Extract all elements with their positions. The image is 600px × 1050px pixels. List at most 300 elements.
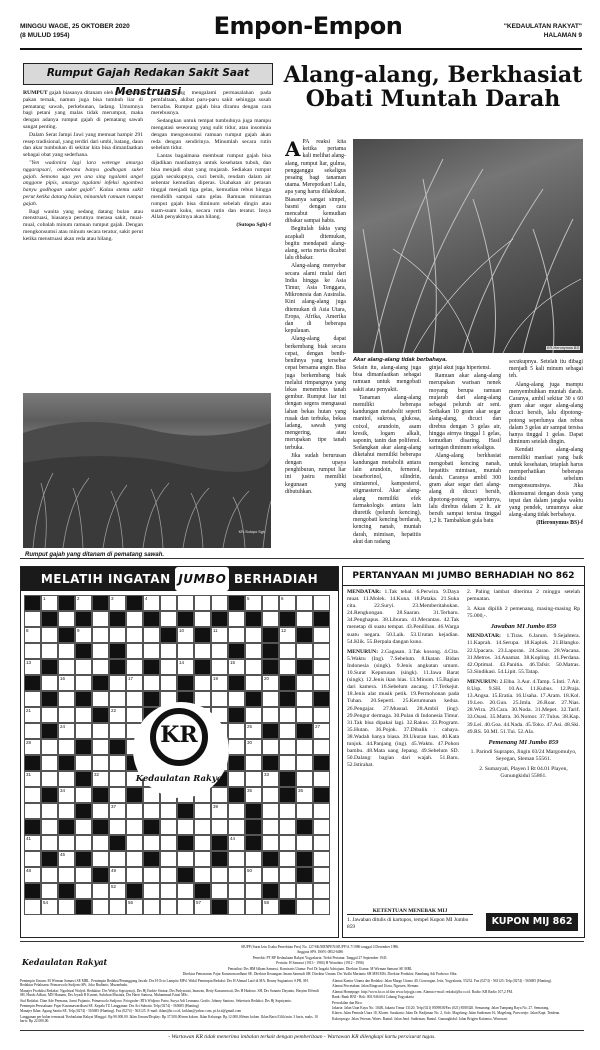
- crossword-cell[interactable]: [126, 867, 143, 883]
- crossword-block-cell: [194, 883, 211, 899]
- masthead-line: Manajer Produksi Redaksi: Ngadrizal Walyid. Redaktur: Drs Widyo Sopsiyatoji, Drs Hj Endrie Sinisar, Drs Pudyastuti, Imawan, Betty Kusumawati, Drs H Hudono. SH, Drs Sunarto Dayanto, Hasyim Effendi SH, Hardo Adhari, MN Hamam, Drs Jeyadi R Kusnet, Subchan Mustafa, Drs Harie Santosa, Muhammad Fauzi MSc.: [20, 988, 319, 998]
- crossword-cell[interactable]: [92, 771, 109, 787]
- crossword-cell[interactable]: [58, 643, 75, 659]
- crossword-cell[interactable]: [160, 899, 177, 915]
- article-paragraph: Alang-alang dapat berkembang biak secara cepat, dengan benih-benihnya yang tersebar cepat bersama angin. Bisa juga berkembang biak melalui rimpangnya yang lekas menembus tanah gembur. Rumput liar ini dengan segera menguasai lahan bekas hutan yang rusak dan terbuka, bekas ladang, sawah yang mengering, atau merupakan tipe tanah terbuka.: [285, 336, 346, 451]
- clue-number: 58: [264, 900, 270, 905]
- crossword-cell[interactable]: [313, 851, 330, 867]
- crossword-cell[interactable]: [41, 771, 58, 787]
- crossword-cell[interactable]: [92, 755, 109, 771]
- crossword-cell[interactable]: [262, 803, 279, 819]
- crossword-cell[interactable]: [262, 867, 279, 883]
- jawaban-text: 2.Elba. 3.Aur. 4.Tamp. 5.Inti. 7.Air. 8.Usp. 9.SH. 10.As. 11.Kubus. 12.Praja. 13.Angsa. 15.Eratia. 16.Usaha. 17.Aram. 18.Kol. 19.Leo. 20.Gun. 25.Imla. 26.Roar. 27.Nias. 28.Wira. 29.Cara. 30.Noda. 31.Mepet. 32.Tarif. 33.Osasi. 35.Matra. 36.Nomor. 37.Tulus. 38.Kap. 39.Lei. 40.Goa. 44.Nada. 45.Toko. 47.Asi. 48.Ski. 49.RS. 50.MI. 51.Tui. 52.Ala.: [467, 678, 580, 735]
- crossword-cell[interactable]: [58, 739, 75, 755]
- crossword-block-cell: [228, 675, 245, 691]
- crossword-cell[interactable]: [160, 835, 177, 851]
- header-paper-name: "KEDAULATAN RAKYAT": [503, 23, 582, 30]
- crossword-cell[interactable]: [279, 595, 296, 611]
- crossword-cell[interactable]: [211, 867, 228, 883]
- crossword-cell[interactable]: [58, 675, 75, 691]
- crossword-cell[interactable]: [24, 803, 41, 819]
- crossword-cell[interactable]: [313, 819, 330, 835]
- crossword-cell[interactable]: [279, 867, 296, 883]
- crossword-cell[interactable]: [41, 819, 58, 835]
- crossword-cell[interactable]: [109, 707, 126, 723]
- crossword-cell[interactable]: [160, 643, 177, 659]
- winner-1: 1. Parindi Suprapto, Jingin 03/24 Margomulyo, Seyegan, Sleman 55561.: [470, 748, 577, 762]
- crossword-cell[interactable]: [262, 691, 279, 707]
- crossword-cell[interactable]: [92, 739, 109, 755]
- crossword-cell[interactable]: [194, 867, 211, 883]
- crossword-cell[interactable]: [24, 707, 41, 723]
- crossword-cell[interactable]: [24, 691, 41, 707]
- crossword-cell[interactable]: [245, 659, 262, 675]
- crossword-cell[interactable]: [92, 851, 109, 867]
- clue-number: 34: [60, 788, 66, 793]
- crossword-cell[interactable]: [24, 771, 41, 787]
- crossword-cell[interactable]: [160, 675, 177, 691]
- crossword-cell[interactable]: [194, 595, 211, 611]
- crossword-cell[interactable]: [313, 707, 330, 723]
- crossword-cell[interactable]: [75, 723, 92, 739]
- masthead-line: Alamat Kantor Utama dan Redaksi: Jalan Margo Utomo 40, Gowongan, Jetis, Yogyakarta, 55232. Fax (0274) - 563125; Telp (0274) - 565685 (Hunting).: [332, 979, 552, 983]
- article-rumput-gajah: [23, 63, 271, 558]
- crossword-cell[interactable]: [296, 595, 313, 611]
- crossword-cell[interactable]: [58, 659, 75, 675]
- crossword-cell[interactable]: [126, 659, 143, 675]
- crossword-cell[interactable]: [75, 675, 92, 691]
- crossword-cell[interactable]: [296, 675, 313, 691]
- crossword-block-cell: [75, 899, 92, 915]
- masthead-line: Alamat Percetakan: Jalan Ringroad Utara, Ngawen, Sleman.: [332, 984, 419, 989]
- crossword-cell[interactable]: [160, 851, 177, 867]
- clue-number: 50: [247, 868, 253, 873]
- crossword-cell[interactable]: [75, 835, 92, 851]
- crossword-cell[interactable]: [109, 867, 126, 883]
- crossword-cell[interactable]: [296, 739, 313, 755]
- masthead-addresses: [332, 979, 584, 1025]
- crossword-cell[interactable]: [126, 611, 143, 627]
- crossword-cell[interactable]: [143, 803, 160, 819]
- crossword-cell[interactable]: [177, 899, 194, 915]
- crossword-cell[interactable]: [24, 787, 41, 803]
- crossword-cell[interactable]: [160, 867, 177, 883]
- crossword-cell[interactable]: [41, 707, 58, 723]
- crossword-cell[interactable]: [24, 659, 41, 675]
- logo-name: Kedaulatan Rakyat: [135, 774, 227, 784]
- article-paragraph: secukupnya. Setelah itu dibagi menjadi 5 kali minum sebagai teh.: [509, 359, 583, 380]
- crossword-cell[interactable]: [313, 739, 330, 755]
- crossword-cell[interactable]: [194, 675, 211, 691]
- crossword-cell[interactable]: [296, 611, 313, 627]
- banner-text-post: BERHADIAH: [234, 572, 319, 586]
- kr-logo: [133, 702, 229, 798]
- crossword-cell[interactable]: [24, 611, 41, 627]
- crossword-cell[interactable]: [24, 867, 41, 883]
- crossword-cell[interactable]: [313, 883, 330, 899]
- crossword-cell[interactable]: [262, 611, 279, 627]
- crossword-cell[interactable]: [313, 835, 330, 851]
- crossword-cell[interactable]: [296, 755, 313, 771]
- masthead-staff: [20, 979, 320, 1025]
- crossword-block-cell: [58, 819, 75, 835]
- banner-text-pre: MELATIH INGATAN: [40, 572, 171, 586]
- masthead-line: Klaten: Jalan Pemuda Utara 18, Klaten. Surakarta: Jalan Dr. Radjiman No. 2, Solo. Magelang: Jalan Sudirman 16, Magelang. Purworejo: Jalan Kapt. Tendean.: [332, 1011, 561, 1016]
- crossword-cell[interactable]: [177, 627, 194, 643]
- crossword-cell[interactable]: [211, 659, 228, 675]
- crossword-cell[interactable]: [41, 643, 58, 659]
- crossword-cell[interactable]: [228, 627, 245, 643]
- crossword-cell[interactable]: [160, 611, 177, 627]
- crossword-cell[interactable]: [228, 819, 245, 835]
- crossword-cell[interactable]: [143, 899, 160, 915]
- crossword-cell[interactable]: [160, 659, 177, 675]
- crossword-cell[interactable]: [211, 627, 228, 643]
- crossword-cell[interactable]: [279, 819, 296, 835]
- article-paragraph: Bagi wanita yang sedang datang bulan atau menstruasi, biasanya perutnya merasa sakit, mual-mual, cobalah minum ramuan rumput gajah. Dengan mengkonsumsi atau minum secara teratur, sakit perut ketika menstruasi akan reda atau hilang.: [23, 208, 143, 242]
- crossword-cell[interactable]: [92, 723, 109, 739]
- crossword-cell[interactable]: [24, 643, 41, 659]
- crossword-block-cell: [228, 643, 245, 659]
- crossword-cell[interactable]: [177, 595, 194, 611]
- crossword-cell[interactable]: [279, 883, 296, 899]
- crossword-cell[interactable]: [109, 883, 126, 899]
- crossword-cell[interactable]: [58, 835, 75, 851]
- crossword-cell[interactable]: [245, 643, 262, 659]
- crossword-cell[interactable]: [296, 691, 313, 707]
- crossword-cell[interactable]: [177, 659, 194, 675]
- crossword-cell[interactable]: [313, 643, 330, 659]
- crossword-block-cell: [75, 803, 92, 819]
- crossword-block-cell: [143, 819, 160, 835]
- crossword-cell[interactable]: [41, 675, 58, 691]
- crossword-cell[interactable]: [262, 675, 279, 691]
- crossword-cell[interactable]: [109, 723, 126, 739]
- clues-text: 1.Tak tebal. 6.Perwira. 9.Daya muat. 11.Molek. 14.Kuna. 18.Pataka. 21.Suka cita. 22.Suryi. 23.Memberitahukan. 24.Rengkongan. 28.Saaran. 31.Terbaru. 34.Penghapus. 38.Liburan. 41.Merantau. 42.Tak menetap di suatu tempat. 43.Penilihan. 46.Warga suatu negara. 50.Laik. 53.Urutan kejadian. 54.Klik. 55.Berpala dangan kuno.: [347, 589, 459, 645]
- crossword-cell[interactable]: [296, 899, 313, 915]
- crossword-cell[interactable]: [228, 611, 245, 627]
- clue-number: 8: [26, 628, 29, 633]
- crossword-cell[interactable]: [92, 611, 109, 627]
- crossword-cell[interactable]: [75, 595, 92, 611]
- crossword-cell[interactable]: [211, 883, 228, 899]
- crossword-cell[interactable]: [194, 899, 211, 915]
- crossword-cell[interactable]: [177, 851, 194, 867]
- crossword-cell[interactable]: [160, 883, 177, 899]
- clue-number: 54: [43, 900, 49, 905]
- crossword-cell[interactable]: [41, 867, 58, 883]
- crossword-cell[interactable]: [58, 899, 75, 915]
- crossword-cell[interactable]: [41, 627, 58, 643]
- crossword-cell[interactable]: [177, 883, 194, 899]
- crossword-cell[interactable]: [160, 595, 177, 611]
- crossword-cell[interactable]: [177, 643, 194, 659]
- crossword-cell[interactable]: [279, 755, 296, 771]
- crossword-cell[interactable]: [126, 851, 143, 867]
- crossword-cell[interactable]: [75, 883, 92, 899]
- crossword-cell[interactable]: [143, 643, 160, 659]
- crossword-cell[interactable]: [228, 851, 245, 867]
- crossword-cell[interactable]: [279, 643, 296, 659]
- header-paper-block: [504, 22, 582, 40]
- crossword-cell[interactable]: [279, 739, 296, 755]
- crossword-cell[interactable]: [143, 883, 160, 899]
- crossword-cell[interactable]: [41, 595, 58, 611]
- crossword-cell[interactable]: [41, 883, 58, 899]
- clue-number: 6: [281, 596, 284, 601]
- crossword-cell[interactable]: [75, 787, 92, 803]
- crossword-block-cell: [296, 723, 313, 739]
- crossword-cell[interactable]: [211, 803, 228, 819]
- crossword-cell[interactable]: [313, 803, 330, 819]
- crossword-cell[interactable]: [313, 595, 330, 611]
- crossword-cell[interactable]: [41, 835, 58, 851]
- article-column: [509, 359, 583, 553]
- alang-alang-photo: [353, 139, 583, 353]
- crossword-cell[interactable]: [109, 675, 126, 691]
- photo-credit: KR-Sutopo Sgh: [238, 530, 265, 534]
- article-paragraph: Jika sudah berurusan dengan upaya penghiburan, rumput liar ini justru memiliki kegunaan yang dibutuhkan.: [285, 452, 346, 495]
- crossword-cell[interactable]: [58, 707, 75, 723]
- crossword-cell[interactable]: [160, 819, 177, 835]
- crossword-cell[interactable]: [245, 899, 262, 915]
- crossword-cell[interactable]: [296, 787, 313, 803]
- crossword-cell[interactable]: [313, 627, 330, 643]
- crossword-cell[interactable]: [194, 851, 211, 867]
- crossword-cell[interactable]: [109, 627, 126, 643]
- crossword-cell[interactable]: [313, 771, 330, 787]
- crossword-cell[interactable]: [177, 819, 194, 835]
- clue-number: 41: [26, 836, 32, 841]
- crossword-block-cell: [143, 611, 160, 627]
- crossword-cell[interactable]: [109, 595, 126, 611]
- crossword-cell[interactable]: [211, 675, 228, 691]
- crossword-cell[interactable]: [92, 627, 109, 643]
- crossword-cell[interactable]: [24, 739, 41, 755]
- crossword-cell[interactable]: [245, 771, 262, 787]
- crossword-cell[interactable]: [143, 835, 160, 851]
- crossword-cell[interactable]: [109, 771, 126, 787]
- crossword-cell[interactable]: [279, 659, 296, 675]
- clue-number: 39: [213, 804, 219, 809]
- crossword-cell[interactable]: [109, 755, 126, 771]
- crossword-block-cell: [245, 611, 262, 627]
- crossword-cell[interactable]: [245, 883, 262, 899]
- crossword-cell[interactable]: [313, 675, 330, 691]
- crossword-cell[interactable]: [245, 627, 262, 643]
- crossword-cell[interactable]: [313, 899, 330, 915]
- crossword-cell[interactable]: [109, 691, 126, 707]
- crossword-cell[interactable]: [126, 819, 143, 835]
- crossword-cell[interactable]: [211, 787, 228, 803]
- crossword-cell[interactable]: [143, 627, 160, 643]
- crossword-cell[interactable]: [262, 771, 279, 787]
- crossword-cell[interactable]: [92, 899, 109, 915]
- clue-number: 27: [315, 724, 321, 729]
- crossword-cell[interactable]: [211, 595, 228, 611]
- crossword-cell[interactable]: [75, 707, 92, 723]
- crossword-cell[interactable]: [296, 883, 313, 899]
- crossword-cell[interactable]: [296, 803, 313, 819]
- crossword-cell[interactable]: [228, 899, 245, 915]
- crossword-cell[interactable]: [279, 803, 296, 819]
- crossword-cell[interactable]: [109, 899, 126, 915]
- crossword-block-cell: [279, 899, 296, 915]
- crossword-cell[interactable]: [228, 691, 245, 707]
- crossword-cell[interactable]: [126, 803, 143, 819]
- crossword-cell[interactable]: [41, 755, 58, 771]
- crossword-cell[interactable]: [126, 627, 143, 643]
- article-paragraph: Begitulah fakta yang acapkali ditemukan, begitu mendapati alang-alang, serta merta dicabut lalu dibakar.: [285, 226, 346, 262]
- crossword-cell[interactable]: [58, 723, 75, 739]
- crossword-cell[interactable]: [313, 867, 330, 883]
- crossword-cell[interactable]: [109, 803, 126, 819]
- crossword-cell[interactable]: [228, 723, 245, 739]
- crossword-cell[interactable]: [24, 723, 41, 739]
- crossword-cell[interactable]: [245, 675, 262, 691]
- crossword-cell[interactable]: [143, 675, 160, 691]
- crossword-cell[interactable]: [143, 867, 160, 883]
- crossword-block-cell: [75, 691, 92, 707]
- article-headline: Rumput Gajah Redakan Sakit Saat Menstruasi: [23, 63, 273, 85]
- crossword-cell[interactable]: [296, 771, 313, 787]
- clue-number: 37: [111, 804, 117, 809]
- crossword-cell[interactable]: [75, 819, 92, 835]
- crossword-cell[interactable]: [58, 851, 75, 867]
- crossword-cell[interactable]: [262, 819, 279, 835]
- crossword-cell[interactable]: [296, 643, 313, 659]
- clue-number: 52: [111, 884, 117, 889]
- crossword-cell[interactable]: [262, 707, 279, 723]
- crossword-cell[interactable]: [245, 595, 262, 611]
- crossword-cell[interactable]: [211, 643, 228, 659]
- crossword-cell[interactable]: [194, 643, 211, 659]
- crossword-cell[interactable]: [92, 691, 109, 707]
- crossword-block-cell: [279, 611, 296, 627]
- crossword-cell[interactable]: [262, 835, 279, 851]
- crossword-cell[interactable]: [211, 691, 228, 707]
- lead-text: gajah biasanya ditanam oleh petani untuk pakan ternak, namun juga bisa tumbuh liar di pematang sawah, perkebunan, ladang. Umumnya bagi petani yang malas tidak merumput, maka dengan adanya rumput gajah di pematang sawah sangat penting.: [23, 90, 143, 130]
- crossword-block-cell: [296, 627, 313, 643]
- crossword-block-cell: [296, 851, 313, 867]
- crossword-cell[interactable]: [228, 867, 245, 883]
- crossword-cell[interactable]: [313, 723, 330, 739]
- crossword-cell[interactable]: [296, 835, 313, 851]
- crossword-block-cell: [211, 835, 228, 851]
- crossword-cell[interactable]: [58, 787, 75, 803]
- crossword-cell[interactable]: [245, 787, 262, 803]
- crossword-cell[interactable]: [126, 691, 143, 707]
- crossword-cell[interactable]: [58, 611, 75, 627]
- crossword-cell[interactable]: [296, 707, 313, 723]
- crossword-block-cell: [313, 611, 330, 627]
- crossword-cell[interactable]: [75, 755, 92, 771]
- crossword-cell[interactable]: [245, 867, 262, 883]
- footer-notice: - Wartawan KR tidak menerima imbalan terkait dengan pemberitaan - Wartawan KR dilengkapi kartu pers/surat tugas.: [20, 1030, 584, 1040]
- crossword-cell[interactable]: [75, 627, 92, 643]
- crossword-cell[interactable]: [245, 851, 262, 867]
- crossword-cell[interactable]: [211, 819, 228, 835]
- crossword-block-cell: [24, 819, 41, 835]
- crossword-cell[interactable]: [228, 659, 245, 675]
- crossword-cell[interactable]: [24, 627, 41, 643]
- crossword-cell[interactable]: [228, 771, 245, 787]
- crossword-cell[interactable]: [194, 611, 211, 627]
- crossword-cell[interactable]: [228, 883, 245, 899]
- crossword-cell[interactable]: [41, 899, 58, 915]
- crossword-cell[interactable]: [109, 819, 126, 835]
- crossword-cell[interactable]: [228, 803, 245, 819]
- crossword-cell[interactable]: [228, 739, 245, 755]
- photo-credit: KR-Heronymus BS: [546, 346, 579, 350]
- crossword-cell[interactable]: [279, 723, 296, 739]
- clue-number: 49: [111, 868, 117, 873]
- crossword-cell[interactable]: [126, 643, 143, 659]
- crossword-cell[interactable]: [194, 819, 211, 835]
- crossword-cell[interactable]: [75, 867, 92, 883]
- crossword-cell[interactable]: [24, 851, 41, 867]
- crossword-cell[interactable]: [24, 899, 41, 915]
- article-column: [429, 365, 501, 553]
- crossword-cell[interactable]: [58, 867, 75, 883]
- crossword-block-cell: [75, 643, 92, 659]
- crossword-cell[interactable]: [109, 787, 126, 803]
- crossword-cell[interactable]: [126, 707, 143, 723]
- crossword-cell[interactable]: [194, 803, 211, 819]
- crossword-cell[interactable]: [279, 851, 296, 867]
- clue-number: 3: [111, 596, 114, 601]
- masthead-line: Pemimpin Umum: M Wirman Samawi SE MBL. Pemimpin Redaksi/Penanggung Jawab: Drs H Octo Lampito MPd. Wakil Pemimpin Redaksi: Drs H Ahmad Latif di MA, Ronny Sugiantoro S.PR, SH. Redaktur Pelaksana: Primaswolo Sudjono SPt, Joko Budiarto, Muzanbadu.: [20, 979, 309, 988]
- crossword-cell[interactable]: [245, 707, 262, 723]
- crossword-cell[interactable]: [262, 739, 279, 755]
- crossword-cell[interactable]: [279, 835, 296, 851]
- crossword-cell[interactable]: [194, 835, 211, 851]
- crossword-cell[interactable]: [92, 643, 109, 659]
- crossword-cell[interactable]: [75, 659, 92, 675]
- crossword-cell[interactable]: [313, 659, 330, 675]
- crossword-cell[interactable]: [58, 691, 75, 707]
- crossword-cell[interactable]: [160, 803, 177, 819]
- crossword-cell[interactable]: [262, 899, 279, 915]
- crossword-cell[interactable]: [245, 739, 262, 755]
- crossword-cell[interactable]: [228, 835, 245, 851]
- crossword-block-cell: [24, 755, 41, 771]
- crossword-cell[interactable]: [245, 755, 262, 771]
- crossword-cell[interactable]: [126, 899, 143, 915]
- crossword-cell[interactable]: [41, 739, 58, 755]
- crossword-cell[interactable]: [58, 803, 75, 819]
- crossword-block-cell: [92, 675, 109, 691]
- crossword-cell[interactable]: [92, 835, 109, 851]
- crossword-cell[interactable]: [279, 707, 296, 723]
- clue-number: 12: [281, 628, 287, 633]
- crossword-cell[interactable]: [262, 787, 279, 803]
- crossword-cell[interactable]: [92, 803, 109, 819]
- crossword-cell[interactable]: [92, 659, 109, 675]
- crossword-cell[interactable]: [262, 595, 279, 611]
- crossword-cell[interactable]: [245, 723, 262, 739]
- crossword-cell[interactable]: [58, 771, 75, 787]
- crossword-cell[interactable]: [143, 595, 160, 611]
- crossword-cell[interactable]: [92, 883, 109, 899]
- crossword-cell[interactable]: [126, 835, 143, 851]
- crossword-cell[interactable]: [279, 627, 296, 643]
- crossword-cell[interactable]: [41, 803, 58, 819]
- crossword-cell[interactable]: [24, 835, 41, 851]
- crossword-cell[interactable]: [109, 851, 126, 867]
- crossword-cell[interactable]: [126, 675, 143, 691]
- article-paragraph: Sedangkan untuk tempat tumbuhnya juga mampu mengatasi seseorang yang sulit tidur, atau insomnia dengan mengonsumsi ramuan rumput gajah akan reda dengan sendirinya. Minumlah secara rutin sebelum tidur.: [151, 118, 271, 152]
